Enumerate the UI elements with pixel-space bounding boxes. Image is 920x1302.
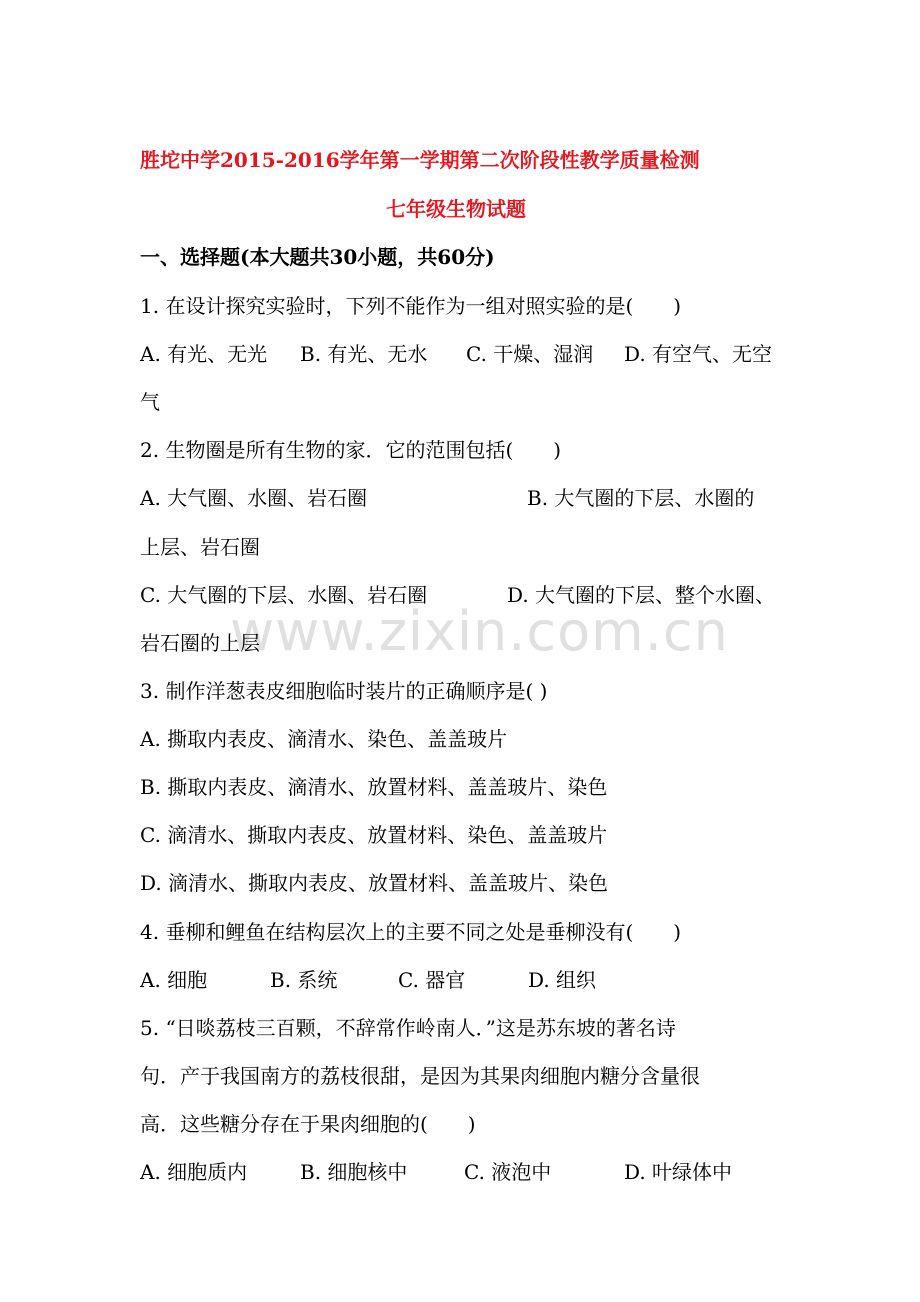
question-5-option-c: C. 液泡中 (464, 1160, 552, 1184)
question-2-option-b: B. 大气圈的下层、水圈的 (527, 486, 755, 510)
question-4-stem: 4. 垂柳和鲤鱼在结构层次上的主要不同之处是垂柳没有( ) (140, 920, 682, 944)
question-2-option-d-wrap: 岩石圈的上层 (140, 631, 260, 655)
section-heading: 一、选择题(本大题共30小题，共60分) (140, 245, 495, 269)
question-3-option-a: A. 撕取内表皮、滴清水、染色、盖盖玻片 (140, 727, 508, 751)
question-1-option-c: C. 干燥、湿润 (466, 342, 594, 366)
question-4-option-c: C. 器官 (398, 968, 466, 992)
question-2-stem: 2. 生物圈是所有生物的家．它的范围包括( ) (140, 438, 562, 462)
question-1-option-d-wrap: 气 (140, 390, 160, 414)
watermark: www.zixin.com.cn (230, 600, 729, 663)
question-3-option-d: D. 滴清水、撕取内表皮、放置材料、盖盖玻片、染色 (140, 871, 609, 895)
question-3-option-c: C. 滴清水、撕取内表皮、放置材料、染色、盖盖玻片 (140, 823, 608, 847)
question-5-stem-line3: 高．这些糖分存在于果肉细胞的( ) (140, 1112, 476, 1136)
question-2-option-c: C. 大气圈的下层、水圈、岩石圈 (140, 583, 428, 607)
question-5-option-a: A. 细胞质内 (140, 1160, 248, 1184)
question-3-option-b: B. 撕取内表皮、滴清水、放置材料、盖盖玻片、染色 (140, 775, 608, 799)
question-5-stem-line1: 5. “日啖荔枝三百颗，不辞常作岭南人．”这是苏东坡的著名诗 (140, 1016, 676, 1040)
question-2-option-b-wrap: 上层、岩石圈 (140, 535, 260, 559)
question-1-option-d: D. 有空气、无空 (624, 342, 773, 366)
question-4-option-d: D. 组织 (528, 968, 597, 992)
question-4-option-a: A. 细胞 (140, 968, 208, 992)
question-5-stem-line2: 句．产于我国南方的荔枝很甜，是因为其果肉细胞内糖分含量很 (140, 1064, 700, 1088)
question-4-option-b: B. 系统 (270, 968, 338, 992)
question-3-stem: 3. 制作洋葱表皮细胞临时装片的正确顺序是( ) (140, 679, 548, 703)
exam-subtitle: 七年级生物试题 (386, 197, 526, 221)
question-1-stem: 1. 在设计探究实验时，下列不能作为一组对照实验的是( ) (140, 294, 682, 318)
question-2-option-d: D. 大气圈的下层、整个水圈、 (507, 583, 776, 607)
question-5-option-b: B. 细胞核中 (300, 1160, 408, 1184)
question-2-option-a: A. 大气圈、水圈、岩石圈 (140, 486, 368, 510)
question-1-option-a: A. 有光、无光 (140, 342, 268, 366)
question-5-option-d: D. 叶绿体中 (624, 1160, 733, 1184)
question-1-option-b: B. 有光、无水 (300, 342, 428, 366)
exam-title: 胜坨中学2015-2016学年第一学期第二次阶段性教学质量检测 (140, 148, 700, 172)
